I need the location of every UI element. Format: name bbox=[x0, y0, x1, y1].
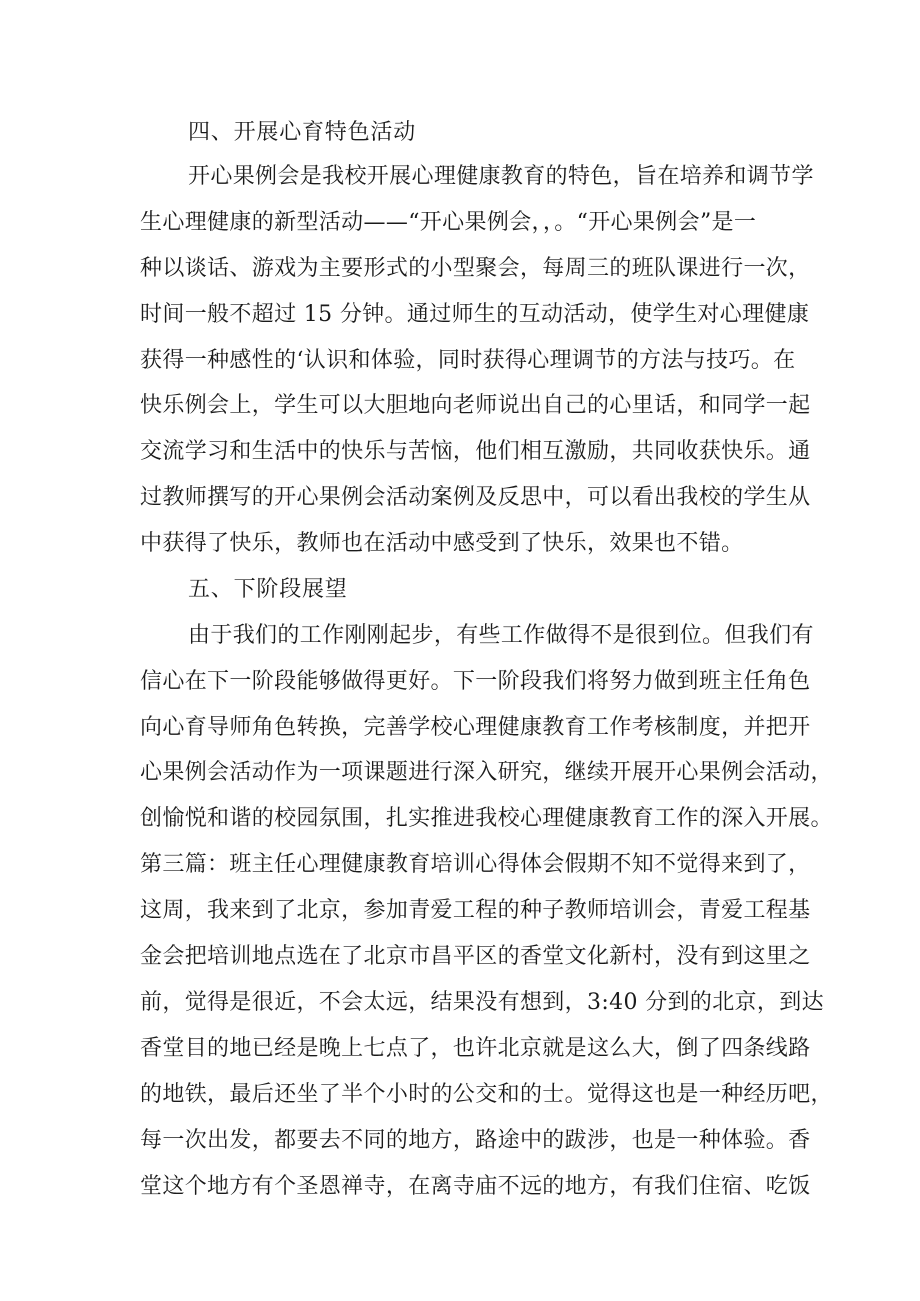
paragraph-line: 创愉悦和谐的校园氛围，扎实推进我校心理健康教育工作的深入开展。 bbox=[140, 806, 833, 831]
paragraph-line: 香堂目的地已经是晚上七点了，也许北京就是这么大，倒了四条线路 bbox=[140, 1036, 811, 1061]
paragraph-line: 中获得了快乐，教师也在活动中感受到了快乐，效果也不错。 bbox=[140, 531, 744, 556]
section-heading: 四、开展心育特色活动 bbox=[188, 120, 417, 145]
paragraph-line: 每一次出发，都要去不同的地方，路途中的跋涉，也是一种体验。香 bbox=[140, 1128, 811, 1153]
paragraph-line: 种以谈话、游戏为主要形式的小型聚会，每周三的班队课进行一次， bbox=[140, 256, 811, 281]
paragraph-line: 这周，我来到了北京，参加青爱工程的种子教师培训会，青爱工程基 bbox=[140, 898, 811, 923]
paragraph-line: 金会把培训地点选在了北京市昌平区的香堂文化新村，没有到这里之 bbox=[140, 944, 811, 969]
paragraph-line: 过教师撰写的开心果例会活动案例及反思中，可以看出我校的学生从 bbox=[140, 485, 811, 510]
paragraph-line: 第三篇：班主任心理健康教育培训心得体会假期不知不觉得来到了， bbox=[140, 852, 811, 877]
paragraph-line: 信心在下一阶段能够做得更好。下一阶段我们将努力做到班主任角色 bbox=[140, 669, 811, 694]
paragraph-line: 堂这个地方有个圣恩禅寺，在离寺庙不远的地方，有我们住宿、吃饭 bbox=[140, 1174, 811, 1199]
paragraph-line: 前，觉得是很近，不会太远，结果没有想到，3:40 分到的北京，到达 bbox=[140, 990, 824, 1015]
paragraph-line: 快乐例会上，学生可以大胆地向老师说出自己的心里话，和同学一起 bbox=[140, 393, 811, 418]
paragraph-line: 时间一般不超过 15 分钟。通过师生的互动活动，使学生对心理健康 bbox=[140, 302, 810, 327]
paragraph-line: 获得一种感性的‘认识和体验，同时获得心理调节的方法与技巧。在 bbox=[140, 348, 796, 373]
paragraph-line: 的地铁，最后还坐了半个小时的公交和的士。觉得这也是一种经历吧， bbox=[140, 1082, 833, 1107]
paragraph-line: 由于我们的工作刚刚起步，有些工作做得不是很到位。但我们有 bbox=[188, 623, 814, 648]
paragraph-line: 心果例会活动作为一项课题进行深入研究，继续开展开心果例会活动， bbox=[140, 760, 833, 785]
paragraph-line: 交流学习和生活中的快乐与苦恼，他们相互激励，共同收获快乐。通 bbox=[140, 439, 811, 464]
paragraph-line: 开心果例会是我校开展心理健康教育的特色，旨在培养和调节学 bbox=[188, 164, 814, 189]
paragraph-line: 生心理健康的新型活动——“开心果例会，，。“开心果例会”是一 bbox=[140, 210, 757, 235]
section-heading: 五、下阶段展望 bbox=[188, 577, 348, 602]
paragraph-line: 向心育导师角色转换，完善学校心理健康教育工作考核制度，并把开 bbox=[140, 715, 811, 740]
